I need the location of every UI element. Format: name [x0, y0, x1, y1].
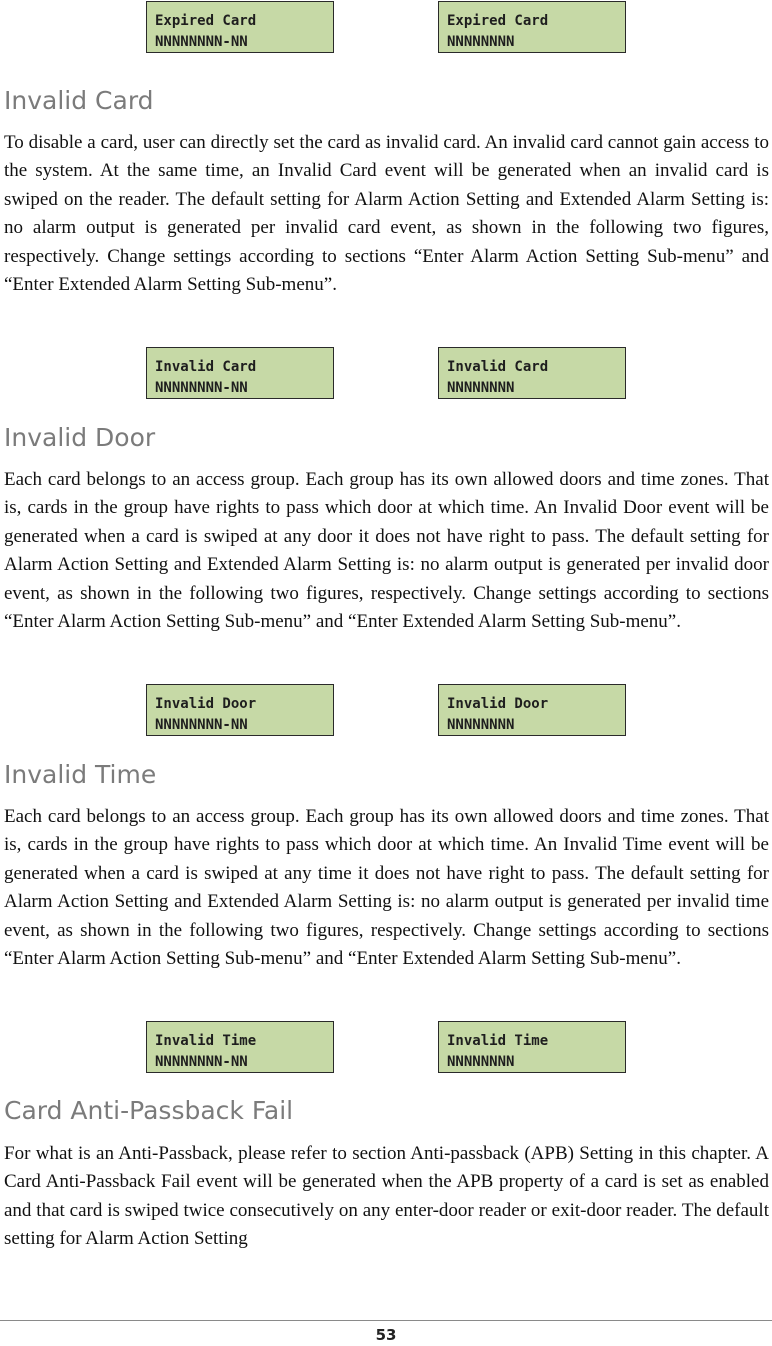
paragraph-card-anti-passback-fail: For what is an Anti-Passback, please refer to section Anti-passback (APB) Setting in this chapter. A Card Anti-Passback Fail event will be generated when the APB property of a card is set as enabled and that card is swiped twice consecutively on any enter-door reader or exit-door reader. The default setting for Alarm Action Setting: [4, 1143, 769, 1250]
lcd-line-1: Invalid Card: [447, 359, 549, 375]
section-heading-invalid-card: Invalid Card: [4, 86, 154, 115]
lcd-line-2: NNNNNNNN: [447, 1054, 515, 1070]
lcd-line-2: NNNNNNNN-NN: [155, 717, 248, 733]
lcd-line-1: Invalid Time: [447, 1033, 549, 1049]
lcd-display-expired-card-right: [438, 1, 626, 53]
lcd-line-1: Invalid Door: [447, 696, 549, 712]
lcd-line-1: Expired Card: [155, 13, 257, 29]
paragraph-invalid-time: Each card belongs to an access group. Each group has its own allowed doors and time zones. That is, cards in the group have rights to pass which door at which time. An Invalid Time event will be generated when a card is swiped at any time it does not have right to pass. The default setting for Alarm Action Setting and Extended Alarm Setting is: no alarm output is generated per invalid time event, as shown in the following two figures, respectively. Change settings according to sections “Enter Alarm Action Setting Sub-menu” and “Enter Extended Alarm Setting Sub-menu”.: [4, 806, 769, 970]
lcd-line-2: NNNNNNNN-NN: [155, 34, 248, 50]
footer-divider: [0, 1320, 772, 1321]
lcd-display-invalid-time-left: [146, 1021, 334, 1073]
lcd-display-invalid-door-left: [146, 684, 334, 736]
section-heading-card-anti-passback-fail: Card Anti-Passback Fail: [4, 1096, 294, 1125]
paragraph-invalid-door: Each card belongs to an access group. Each group has its own allowed doors and time zones. That is, cards in the group have rights to pass which door at which time. An Invalid Door event will be generated when a card is swiped at any door it does not have right to pass. The default setting for Alarm Action Setting and Extended Alarm Setting is: no alarm output is generated per invalid door event, as shown in the following two figures, respectively. Change settings according to sections “Enter Alarm Action Setting Sub-menu” and “Enter Extended Alarm Setting Sub-menu”.: [4, 469, 769, 633]
page-number: 53: [375, 1326, 397, 1344]
lcd-line-2: NNNNNNNN: [447, 717, 515, 733]
lcd-line-2: NNNNNNNN: [447, 34, 515, 50]
lcd-line-1: Invalid Door: [155, 696, 257, 712]
lcd-line-2: NNNNNNNN-NN: [155, 380, 248, 396]
paragraph-invalid-card: To disable a card, user can directly set the card as invalid card. An invalid card cannot gain access to the system. At the same time, an Invalid Card event will be generated when an invalid card is swiped on the reader. The default setting for Alarm Action Setting and Extended Alarm Setting is: no alarm output is generated per invalid card event, as shown in the following two figures, respectively. Change settings according to sections “Enter Alarm Action Setting Sub-menu” and “Enter Extended Alarm Setting Sub-menu”.: [4, 132, 769, 296]
lcd-display-invalid-card-left: [146, 347, 334, 399]
lcd-display-invalid-card-right: [438, 347, 626, 399]
lcd-line-1: Invalid Time: [155, 1033, 257, 1049]
lcd-display-expired-card-left: [146, 1, 334, 53]
section-heading-invalid-time: Invalid Time: [4, 760, 157, 789]
lcd-line-2: NNNNNNNN: [447, 380, 515, 396]
lcd-display-invalid-door-right: [438, 684, 626, 736]
lcd-display-invalid-time-right: [438, 1021, 626, 1073]
lcd-line-1: Expired Card: [447, 13, 549, 29]
section-heading-invalid-door: Invalid Door: [4, 423, 156, 452]
lcd-line-2: NNNNNNNN-NN: [155, 1054, 248, 1070]
lcd-line-1: Invalid Card: [155, 359, 257, 375]
